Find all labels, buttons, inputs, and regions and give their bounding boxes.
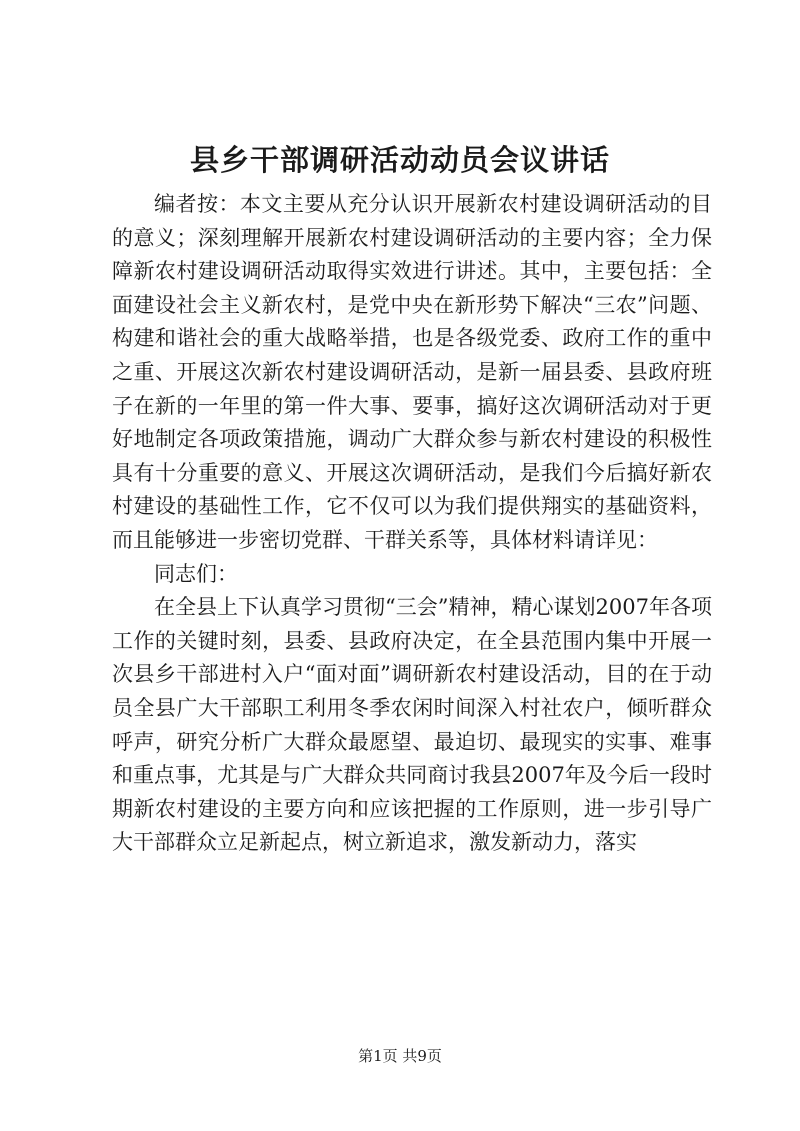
salutation-paragraph: 同志们： <box>154 561 238 586</box>
body-paragraph: 在全县上下认真学习贯彻“三会”精神，精心谋划2007年各项工作的关键时刻，县委、县政府决定，在全县范围内集中开展一次县乡干部进村入户“面对面”调研新农村建设活动，目的在于动员全县广大干部职工利用冬季农闲时间深入村社农户，倾听群众呼声，研究分析广大群众最愿望、最迫切、最现实的实事、难事和重点事，尤其是与广大群众共同商讨我县2007年及今后一段时期新农村建设的主要方向和应该把握的工作原则，进一步引导广大干部群众立足新起点，树立新追求，激发新动力，落实 <box>112 595 712 855</box>
document-body <box>112 188 712 860</box>
editor-note-paragraph: 编者按：本文主要从充分认识开展新农村建设调研活动的目的意义；深刻理解开展新农村建设调研活动的主要内容；全力保障新农村建设调研活动取得实效进行讲述。其中，主要包括：全面建设社会主义新农村，是党中央在新形势下解决“三农”问题、构建和谐社会的重大战略举措，也是各级党委、政府工作的重中之重、开展这次新农村建设调研活动，是新一届县委、县政府班子在新的一年里的第一件大事、要事，搞好这次调研活动对于更好地制定各项政策措施，调动广大群众参与新农村建设的积极性具有十分重要的意义、开展这次调研活动，是我们今后搞好新农村建设的基础性工作，它不仅可以为我们提供翔实的基础资料，而且能够进一步密切党群、干群关系等，具体材料请详见： <box>112 192 712 552</box>
page-number: 第1页 共9页 <box>358 1047 442 1065</box>
document-title: 县乡干部调研活动动员会议讲话 <box>189 143 610 177</box>
